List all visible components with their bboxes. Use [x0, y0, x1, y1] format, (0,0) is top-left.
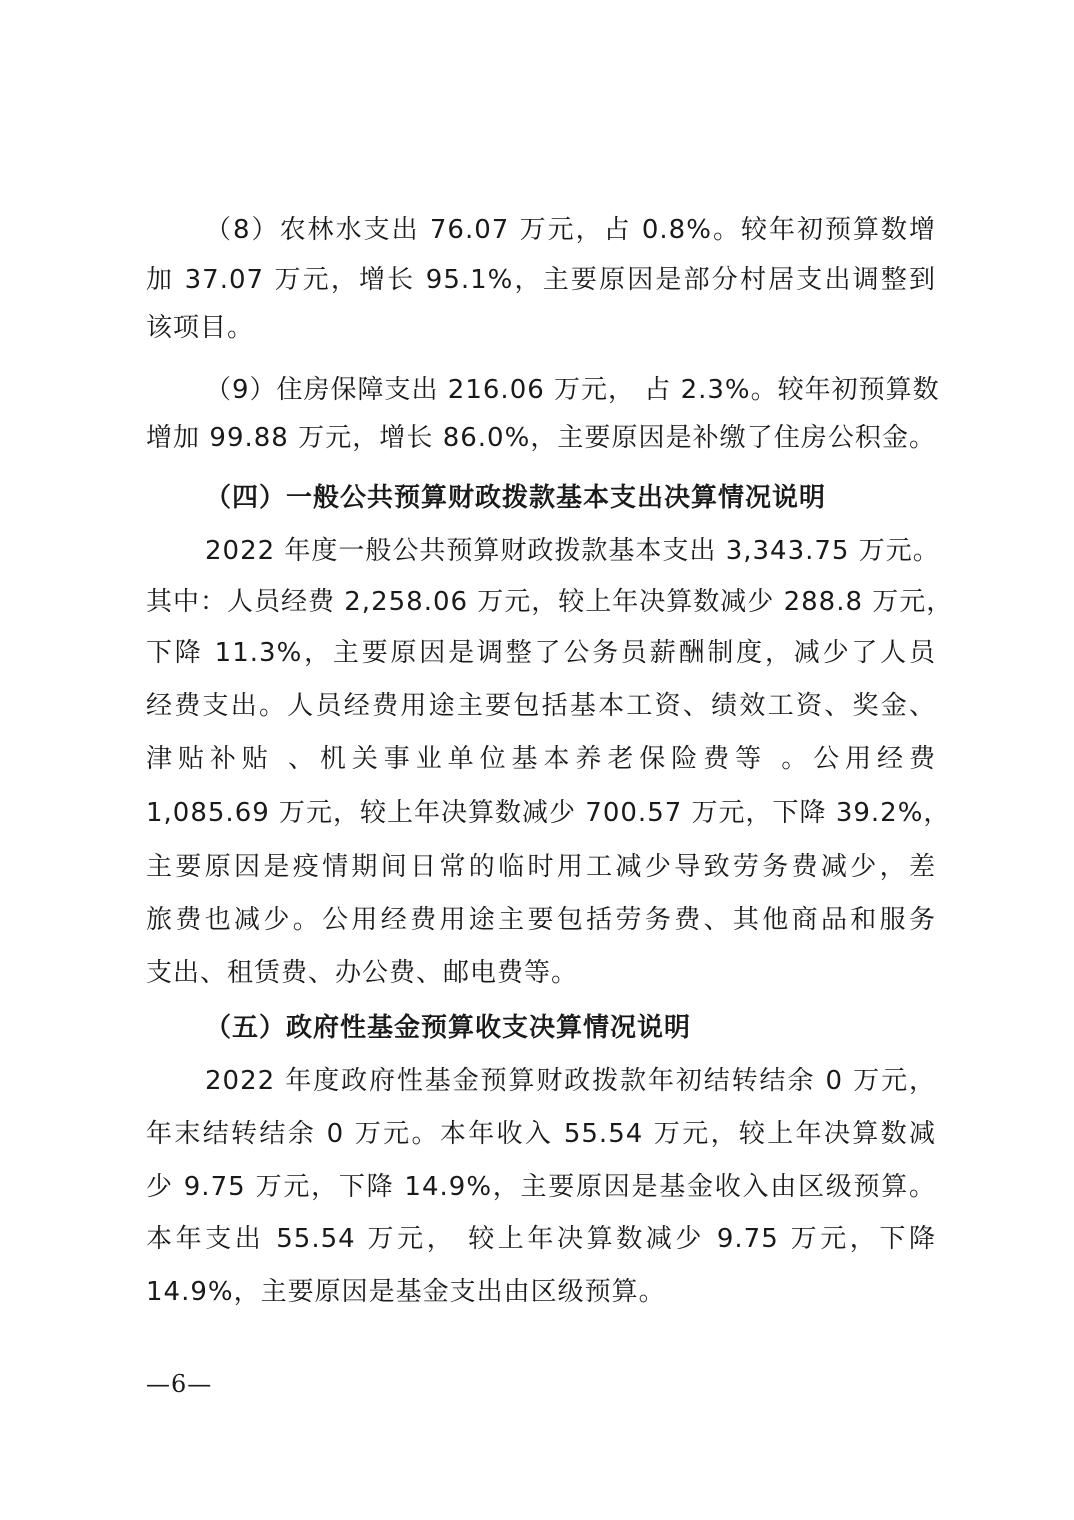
paragraph-line: 本年支出 55.54 万元， 较上年决算数减少 9.75 万元，下降 — [146, 1224, 936, 1254]
section-heading: （四）一般公共预算财政拨款基本支出决算情况说明 — [205, 483, 827, 513]
paragraph-line: 加 37.07 万元，增长 95.1%，主要原因是部分村居支出调整到 — [146, 265, 936, 295]
paragraph-line: 其中：人员经费 2,258.06 万元，较上年决算数减少 288.8 万元， — [146, 587, 954, 617]
paragraph-line: 2022 年度一般公共预算财政拨款基本支出 3,343.75 万元。 — [205, 536, 940, 566]
paragraph-line: 主要原因是疫情期间日常的临时用工减少导致劳务费减少，差 — [146, 852, 936, 882]
paragraph-line: 14.9%，主要原因是基金支出由区级预算。 — [146, 1277, 666, 1307]
paragraph-line: 下降 11.3%，主要原因是调整了公务员薪酬制度，减少了人员 — [146, 638, 936, 668]
paragraph-line: 增加 99.88 万元，增长 86.0%，主要原因是补缴了住房公积金。 — [146, 423, 936, 453]
paragraph-line: 该项目。 — [146, 313, 255, 343]
paragraph-line: 2022 年度政府性基金预算财政拨款年初结转结余 0 万元， — [205, 1066, 936, 1096]
paragraph-line: （9）住房保障支出 216.06 万元， 占 2.3%。较年初预算数 — [205, 375, 940, 405]
paragraph-line: 1,085.69 万元，较上年决算数减少 700.57 万元，下降 39.2%， — [146, 798, 951, 828]
paragraph-line: 旅费也减少。公用经费用途主要包括劳务费、其他商品和服务 — [146, 905, 936, 935]
paragraph-line: 年末结转结余 0 万元。本年收入 55.54 万元，较上年决算数减 — [146, 1119, 936, 1149]
paragraph-line: 少 9.75 万元，下降 14.9%，主要原因是基金收入由区级预算。 — [146, 1172, 936, 1202]
page-number: —6— — [146, 1370, 213, 1398]
paragraph-line: 经费支出。人员经费用途主要包括基本工资、绩效工资、奖金、 — [146, 691, 936, 721]
paragraph-line: 津贴补贴 、机关事业单位基本养老保险费等 。公用经费 — [146, 744, 936, 774]
section-heading: （五）政府性基金预算收支决算情况说明 — [205, 1013, 692, 1043]
paragraph-line: （8）农林水支出 76.07 万元，占 0.8%。较年初预算数增 — [205, 215, 936, 245]
paragraph-line: 支出、租赁费、办公费、邮电费等。 — [146, 958, 579, 988]
